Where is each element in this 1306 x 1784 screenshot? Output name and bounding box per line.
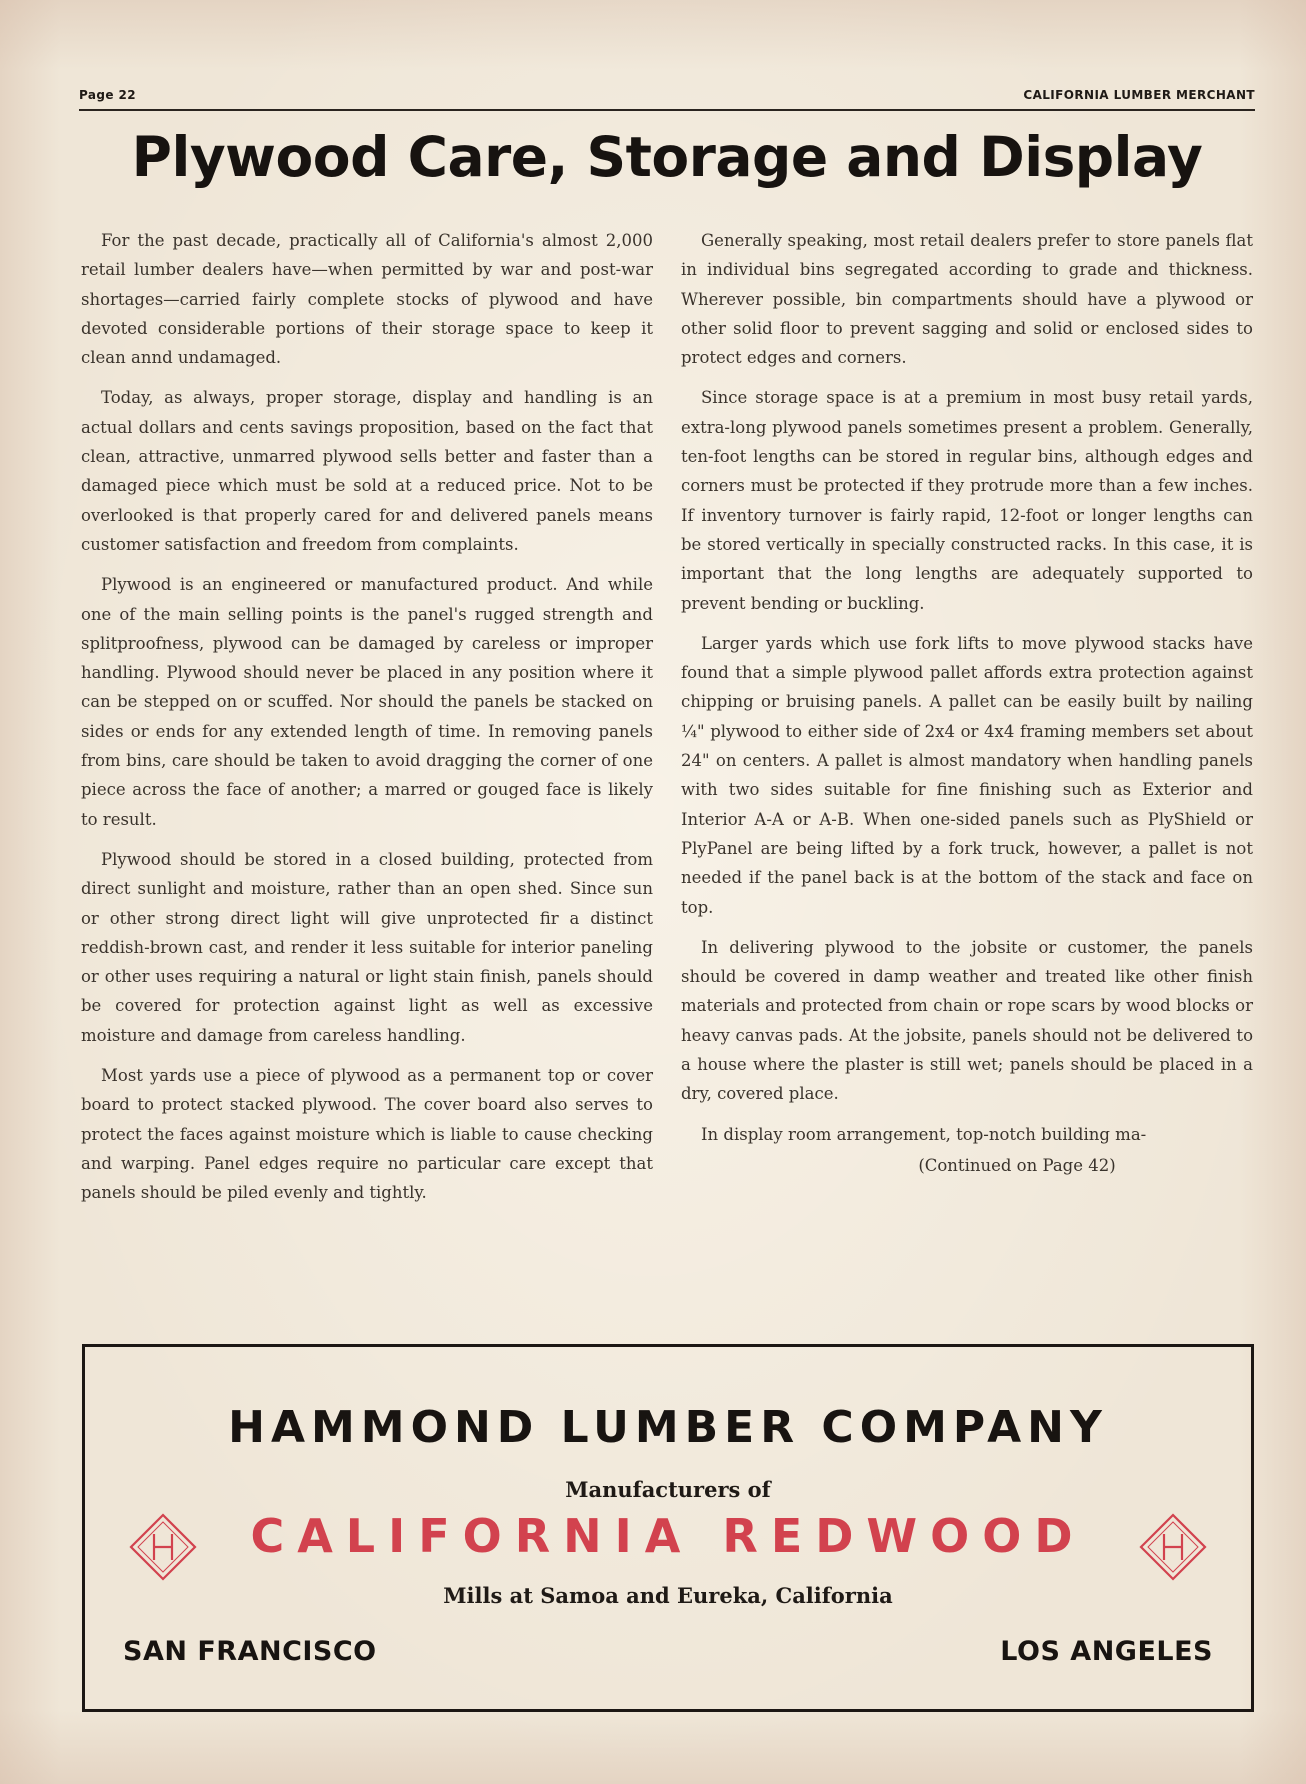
ad-city-los-angeles: LOS ANGELES <box>1000 1636 1213 1667</box>
header-rule <box>79 109 1255 111</box>
paragraph: In display room arrangement, top-notch building ma- <box>701 1124 1147 1144</box>
ad-mills-location: Mills at Samoa and Eureka, California <box>443 1583 893 1608</box>
publication-name: CALIFORNIA LUMBER MERCHANT <box>1023 88 1255 102</box>
ad-city-san-francisco: SAN FRANCISCO <box>123 1636 377 1667</box>
ad-product-name: CALIFORNIA REDWOOD <box>250 1509 1086 1563</box>
article-column-right <box>681 226 1253 1191</box>
hammond-h-diamond-logo-icon <box>1139 1513 1207 1581</box>
continued-note: (Continued on Page 42) <box>918 1155 1116 1175</box>
paragraph: Larger yards which use fork lifts to move plywood stacks have found that a simple plywood pallet affords extra protection against chipping or bruising panels. A pallet can be easily built by nailing ¼" plywood to either side of 2x4 or 4x4 framing members set about 24" on centers. A pallet is almost mandatory when handling panels with two sides suitable for fine finishing such as Exterior and Interior A-A or A-B. When one-sided panels such as PlyShield or PlyPanel are being lifted by a fork truck, however, a pallet is not needed if the panel back is at the bottom of the stack and face on top. <box>681 633 1253 917</box>
page-number: Page 22 <box>79 88 136 102</box>
paragraph: Most yards use a piece of plywood as a permanent top or cover board to protect stacked plywood. The cover board also serves to protect the faces against moisture which is liable to cause checking and warping. Panel edges require no particular care except that panels should be piled evenly and tightly. <box>81 1066 653 1203</box>
article-title: Plywood Care, Storage and Display <box>131 125 1203 189</box>
ad-tagline: Manufacturers of <box>565 1477 771 1502</box>
ad-company-name: HAMMOND LUMBER COMPANY <box>228 1402 1108 1453</box>
paragraph: Since storage space is at a premium in most busy retail yards, extra-long plywood panels sometimes present a problem. Generally, ten-foot lengths can be stored in regular bins, although edges and corners must be protected if they protrude more than a few inches. If inventory turnover is fairly rapid, 12-foot or longer lengths can be stored vertically in specially constructed racks. In this case, it is important that the long lengths are adequately supported to prevent bending or buckling. <box>681 388 1253 613</box>
paragraph: Plywood should be stored in a closed building, protected from direct sunlight and moisture, rather than an open shed. Since sun or other strong direct light will give unprotected fir a distinct reddish-brown cast, and render it less suitable for interior paneling or other uses requiring a natural or light stain finish, panels should be covered for protection against light as well as excessive moisture and damage from careless handling. <box>81 849 653 1045</box>
paragraph: In delivering plywood to the jobsite or customer, the panels should be covered in damp weather and treated like other finish materials and protected from chain or rope scars by wood blocks or heavy canvas pads. At the jobsite, panels should not be delivered to a house where the plaster is still wet; panels should be placed in a dry, covered place. <box>681 937 1253 1104</box>
paragraph: Plywood is an engineered or manufactured product. And while one of the main selling points is the panel's rugged strength and splitproofness, plywood can be damaged by careless or improper handling. Plywood should never be placed in any position where it can be stepped on or scuffed. Nor should the panels be stacked on sides or ends for any extended length of time. In removing panels from bins, care should be taken to avoid dragging the corner of one piece across the face of another; a marred or gouged face is likely to result. <box>81 575 653 829</box>
hammond-lumber-advertisement <box>82 1344 1254 1712</box>
paragraph: Generally speaking, most retail dealers prefer to store panels flat in individual bins segregated according to grade and thickness. Wherever possible, bin compartments should have a plywood or other solid floor to prevent sagging and solid or enclosed sides to protect edges and corners. <box>681 231 1253 368</box>
paragraph: Today, as always, proper storage, display and handling is an actual dollars and cents savings proposition, based on the fact that clean, attractive, unmarred plywood sells better and faster than a damaged piece which must be sold at a reduced price. Not to be overlooked is that properly cared for and delivered panels means customer satisfaction and freedom from complaints. <box>81 388 653 554</box>
running-head <box>79 86 1255 110</box>
article-column-left <box>81 226 653 1219</box>
paragraph: For the past decade, practically all of California's almost 2,000 retail lumber dealers have—when permitted by war and post-war shortages—carried fairly complete stocks of plywood and have devoted considerable portions of their storage space to keep it clean annd undamaged. <box>81 231 653 368</box>
